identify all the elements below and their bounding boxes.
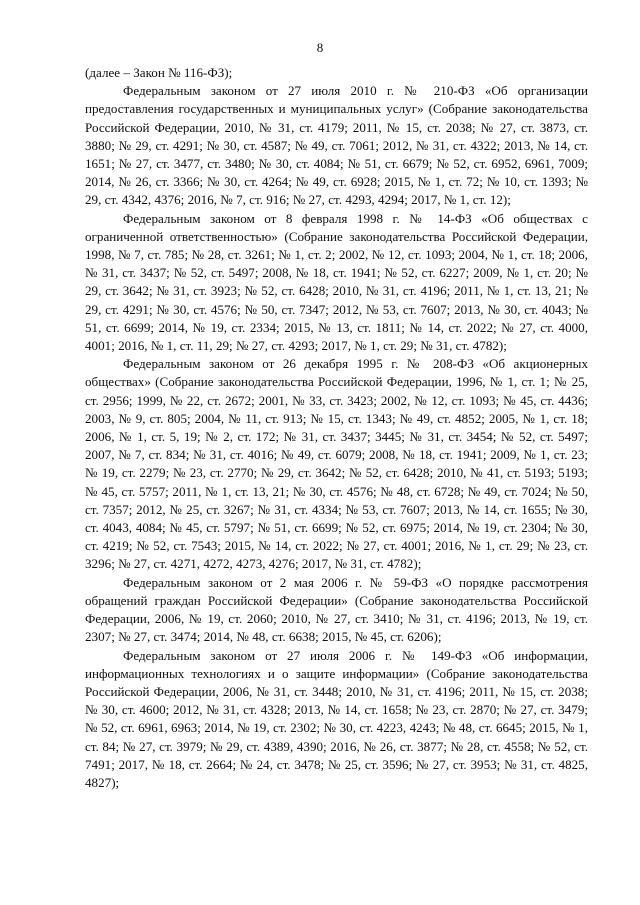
page-number: 8 [316, 40, 324, 55]
paragraph-law-149-fz: Федеральным законом от 27 июля 2006 г. № 149-ФЗ «Об информации, информационных технологиях и о защите информации» (Собрание законодательства Российской Федерации, 2006, № 31, ст. 3448; 2010, № 31, ст. 4196; 2011, № 15, ст. 2038; № 30, ст. 4600; 2012, № 31, ст. 4328; 2013, № 14, ст. 1658; № 23, ст. 2870; № 27, ст. 3479; № 52, ст. 6961, 6963; 2014, № 19, ст. 2302; № 30, ст. 4223, 4243; № 48, ст. 6645; 2015, № 1, ст. 84; № 27, ст. 3979; № 29, ст. 4389, 4390; 2016, № 26, ст. 3877; № 28, ст. 4558; № 52, ст. 7491; 2017, № 18, ст. 2664; № 24, ст. 3478; № 25, ст. 3596; № 27, ст. 3953; № 31, ст. 4825, 4827); [85, 647, 588, 790]
paragraph-law-210-fz: Федеральным законом от 27 июля 2010 г. № 210-ФЗ «Об организации предоставления государственных и муниципальных услуг» (Собрание законодательства Российской Федерации, 2010, № 31, ст. 4179; 2011, № 15, ст. 2038; № 27, ст. 3873, ст. 3880; № 29, ст. 4291; № 30, ст. 4587; № 49, ст. 7061; 2012, № 31, ст. 4322; 2013, № 14, ст. 1651; № 27, ст. 3477, ст. 3480; № 30, ст. 4084; № 51, ст. 6679; № 52, ст. 6952, 6961, 7009; 2014, № 26, ст. 3366; № 30, ст. 4264; № 49, ст. 6928; 2015, № 1, ст. 72; № 10, ст. 1393; № 29, ст. 4342, 4376; 2016, № 7, ст. 916; № 27, ст. 4293, 4294; 2017, № 1, ст. 12); [85, 83, 588, 208]
paragraph-continuation: (далее – Закон № 116-ФЗ); [85, 65, 233, 80]
paragraph-law-59-fz: Федеральным законом от 2 мая 2006 г. № 59-ФЗ «О порядке рассмотрения обращений граждан Российской Федерации» (Собрание законодательства Российской Федерации, 2006, № 19, ст. 2060; 2010, № 27, ст. 3410; № 31, ст. 4196; 2013, № 19, ст. 2307; № 27, ст. 3474; 2014, № 48, ст. 6638; 2015, № 45, ст. 6206); [85, 574, 588, 645]
paragraph-law-14-fz: Федеральным законом от 8 февраля 1998 г. № 14-ФЗ «Об обществах с ограниченной ответственностью» (Собрание законодательства Российской Федерации, 1998, № 7, ст. 785; № 28, ст. 3261; № 1, ст. 2; 2002, № 12, ст. 1093; 2004, № 1, ст. 18; 2006, № 31, ст. 3437; № 52, ст. 5497; 2008, № 18, ст. 1941; № 52, ст. 6227; 2009, № 1, ст. 20; № 29, ст. 3642; № 31, ст. 3923; № 52, ст. 6428; 2010, № 31, ст. 4196; 2011, № 1, ст. 13, 21; № 29, ст. 4291; № 30, ст. 4576; № 50, ст. 7347; 2012, № 53, ст. 7607; 2013, № 30, ст. 4043; № 51, ст. 6699; 2014, № 19, ст. 2334; 2015, № 13, ст. 1811; № 14, ст. 2022; № 27, ст. 4000, 4001; 2016, № 1, ст. 11, 29; № 27, ст. 4293; 2017, № 1, ст. 29; № 31, ст. 4782); [85, 210, 588, 354]
paragraph-law-208-fz: Федеральным законом от 26 декабря 1995 г. № 208-ФЗ «Об акционерных обществах» (Собрание законодательства Российской Федерации, 1996, № 1, ст. 1; № 25, ст. 2956; 1999, № 22, ст. 2672; 2001, № 33, ст. 3423; 2002, № 12, ст. 1093; № 45, ст. 4436; 2003, № 9, ст. 805; 2004, № 11, ст. 913; № 15, ст. 1343; № 49, ст. 4852; 2005, № 1, ст. 18; 2006, № 1, ст. 5, 19; № 2, ст. 172; № 31, ст. 3437; 3445; № 31, ст. 3454; № 52, ст. 5497; 2007, № 7, ст. 834; № 31, ст. 4016; № 49, ст. 6079; 2008, № 18, ст. 1941; 2009, № 1, ст. 23; № 19, ст. 2279; № 23, ст. 2770; № 29, ст. 3642; № 52, ст. 6428; 2010, № 41, ст. 5193; 5193; № 45, ст. 5757; 2011, № 1, ст. 13, 21; № 30, ст. 4576; № 48, ст. 6728; № 49, ст. 7024; № 50, ст. 7357; 2012, № 25, ст. 3267; № 31, ст. 4334; № 53, ст. 7607; 2013, № 14, ст. 1655; № 30, ст. 4043, 4084; № 45, ст. 5797; № 51, ст. 6699; № 52, ст. 6975; 2014, № 19, ст. 2304; № 30, ст. 4219; № 52, ст. 7543; 2015, № 14, ст. 2022; № 27, ст. 4001; 2016, № 1, ст. 29; № 23, ст. 3296; № 27, ст. 4271, 4272, 4273, 4276; 2017, № 31, ст. 4782); [85, 356, 588, 572]
document-body [85, 64, 588, 792]
